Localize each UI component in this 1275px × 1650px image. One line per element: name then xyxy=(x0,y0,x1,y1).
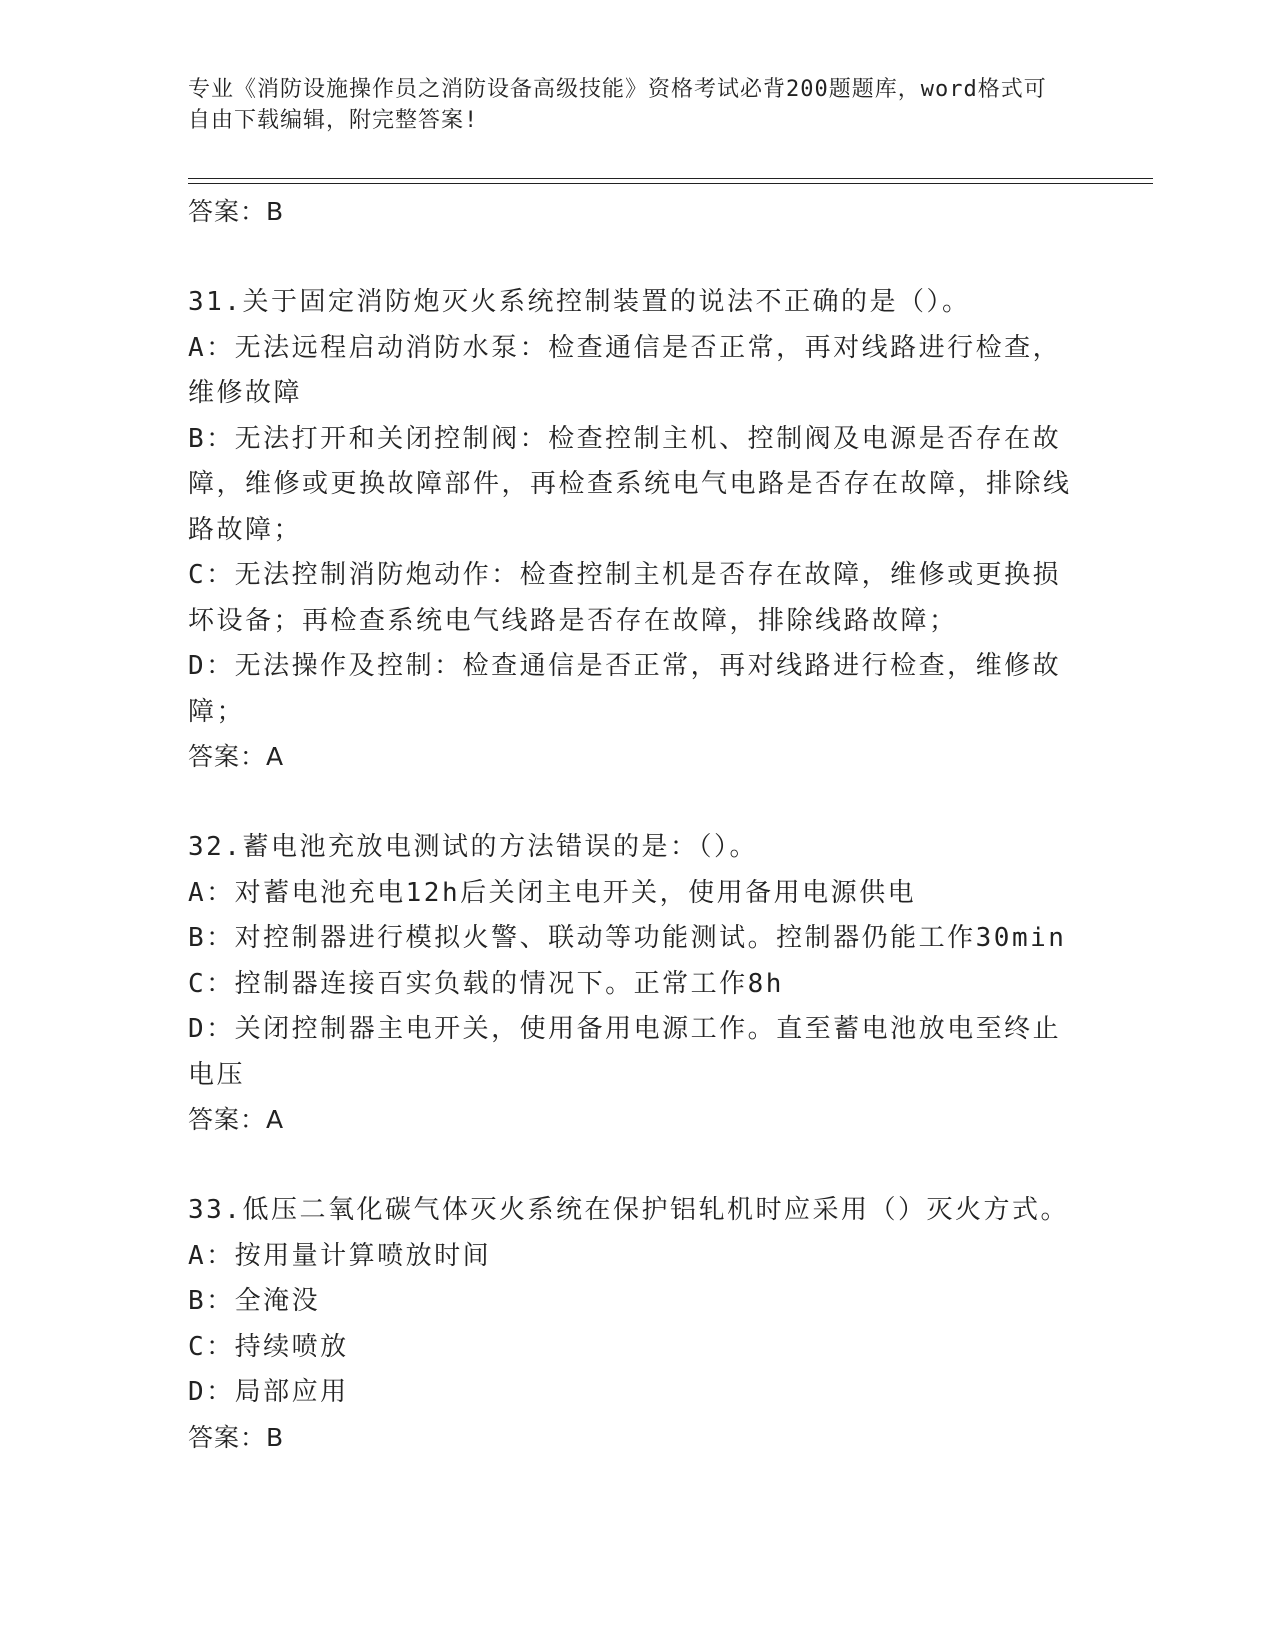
question-text: 33.低压二氧化碳气体灭火系统在保护铝轧机时应采用（）灭火方式。 xyxy=(188,1195,1069,1225)
option-c: C：无法控制消防炮动作：检查控制主机是否存在故障，维修或更换损坏设备；再检查系统电气线路是否存在故障，排除线路故障； xyxy=(188,560,1062,636)
option-c: C：控制器连接百实负载的情况下。正常工作8h xyxy=(188,968,784,999)
question-text: 31.关于固定消防炮灭火系统控制装置的说法不正确的是（）。 xyxy=(188,287,971,317)
question-block xyxy=(188,825,1088,1142)
spacer xyxy=(188,1142,1088,1188)
option-b: B：无法打开和关闭控制阀：检查控制主机、控制阀及电源是否存在故障，维修或更换故障部件，再检查系统电气电路是否存在故障，排除线路故障； xyxy=(188,423,1072,545)
previous-answer: 答案：B xyxy=(188,197,285,226)
header-divider-top xyxy=(188,178,1153,179)
option-b: B：对控制器进行模拟火警、联动等功能测试。控制器仍能工作30min xyxy=(188,923,1067,953)
question-list xyxy=(188,190,1088,1460)
answer-text: 答案：A xyxy=(188,742,285,771)
question-text: 32.蓄电池充放电测试的方法错误的是：（）。 xyxy=(188,832,758,862)
option-d: D：局部应用 xyxy=(188,1377,349,1407)
header-divider-bottom xyxy=(188,183,1153,184)
option-a: A：对蓄电池充电12h后关闭主电开关，使用备用电源供电 xyxy=(188,877,917,908)
answer-text: 答案：A xyxy=(188,1105,285,1134)
option-b: B：全淹没 xyxy=(188,1286,321,1316)
question-block xyxy=(188,280,1088,779)
question-block xyxy=(188,1188,1088,1460)
document-header: 专业《消防设施操作员之消防设备高级技能》资格考试必背200题题库，word格式可自由下载编辑，附完整答案! xyxy=(188,77,1047,133)
option-d: D：无法操作及控制：检查通信是否正常，再对线路进行检查，维修故障； xyxy=(188,651,1062,727)
option-c: C：持续喷放 xyxy=(188,1331,349,1362)
option-a: A：按用量计算喷放时间 xyxy=(188,1240,492,1271)
answer-text: 答案：B xyxy=(188,1422,285,1452)
option-a: A：无法远程启动消防水泵：检查通信是否正常，再对线路进行检查，维修故障 xyxy=(188,332,1062,408)
spacer xyxy=(188,234,1088,280)
option-d: D：关闭控制器主电开关，使用备用电源工作。直至蓄电池放电至终止电压 xyxy=(188,1014,1062,1090)
spacer xyxy=(188,779,1088,825)
